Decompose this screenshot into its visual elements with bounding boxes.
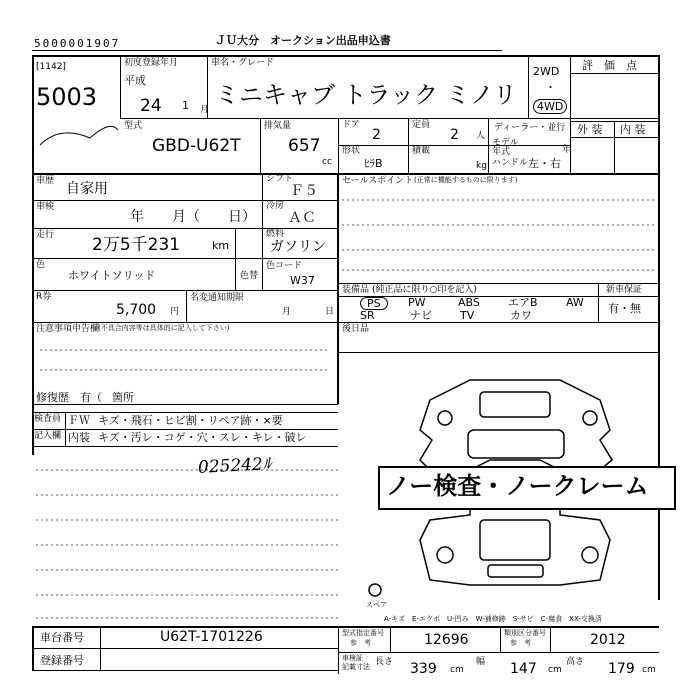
dimensions-label-1: 車検証 bbox=[342, 654, 363, 662]
type-designation-sublabel: 参 考 bbox=[350, 639, 371, 647]
spare-label: スペア bbox=[366, 601, 387, 609]
mileage-value: 2万5千231 bbox=[92, 235, 181, 255]
category-value: 2012 bbox=[590, 632, 626, 648]
equip-tv: TV bbox=[460, 309, 475, 322]
capacity-unit: 人 bbox=[476, 131, 486, 141]
registration-month: 1 bbox=[182, 99, 189, 112]
aircon-label: 冷房 bbox=[266, 201, 285, 211]
height-label: 高さ bbox=[566, 657, 585, 667]
scribble bbox=[40, 126, 118, 145]
transfer-month: 月 bbox=[282, 307, 292, 317]
evaluation-label: 評 価 点 bbox=[582, 59, 637, 72]
model-year-label-2: 年式 bbox=[492, 147, 511, 157]
equip-navi: ナビ bbox=[410, 309, 432, 322]
engine-value: 657 bbox=[288, 136, 321, 156]
vehicle-name-label: 車名・グレード bbox=[211, 58, 275, 68]
equipment-label: 装備品 bbox=[342, 285, 370, 295]
usage-value: 自家用 bbox=[66, 181, 108, 197]
plate-label: 登録番号 bbox=[40, 654, 84, 667]
seat-label: 後日品 bbox=[342, 324, 370, 334]
dimensions-label-2: 記載寸法 bbox=[342, 663, 370, 671]
recycle-label: R券 bbox=[36, 292, 52, 302]
type-designation-label: 型式指定番号 bbox=[342, 629, 384, 637]
chassis-label: 車台番号 bbox=[40, 631, 84, 644]
repair-suffix: 箇所 bbox=[112, 391, 134, 404]
lot-code: [1142] bbox=[36, 62, 66, 72]
chassis-value: U62T-1701226 bbox=[160, 629, 263, 645]
width-label: 幅 bbox=[476, 657, 486, 667]
length-label: 長さ bbox=[375, 657, 394, 667]
capacity-value: 2 bbox=[450, 127, 459, 143]
recycle-unit: 円 bbox=[170, 307, 180, 317]
notes-label: 注意事項申告欄 bbox=[36, 324, 100, 334]
load-label: 積載 bbox=[412, 146, 431, 156]
length-value: 339 bbox=[410, 661, 437, 677]
registration-era: 平成 bbox=[124, 74, 146, 87]
shape-label: 形状 bbox=[342, 146, 361, 156]
registration-year: 24 bbox=[140, 96, 162, 116]
color-code: W37 bbox=[290, 274, 315, 287]
fw-label: ＦＷ bbox=[68, 414, 90, 427]
width-unit: cm bbox=[548, 665, 562, 675]
equip-ps: PS bbox=[360, 297, 388, 310]
engine-unit: cc bbox=[322, 157, 332, 167]
load-unit: kg bbox=[476, 161, 487, 171]
exterior-label: 外 装 bbox=[577, 123, 603, 136]
repair-label: 修復歴 bbox=[36, 391, 69, 404]
width-value: 147 bbox=[510, 661, 537, 677]
registration-month-unit: 月 bbox=[200, 105, 210, 115]
equip-pw: PW bbox=[408, 296, 426, 309]
shape-value: ﾋﾗB bbox=[364, 157, 383, 170]
equipment-sublabel: (純正品に限り○印を記入) bbox=[372, 285, 477, 295]
model-label: 型式 bbox=[124, 121, 143, 131]
int-text: キズ・汚レ・コゲ・穴・スレ・キレ・破レ bbox=[98, 431, 307, 444]
handwritten-code: 025242ﾙ bbox=[197, 454, 272, 478]
aircon-value: ＡＣ bbox=[288, 210, 316, 226]
usage-label: 車歴 bbox=[36, 176, 55, 186]
mileage-unit: km bbox=[212, 239, 230, 252]
color-label: 色 bbox=[36, 260, 46, 270]
color-code-label: 色コード bbox=[266, 261, 303, 271]
category-label: 類別区分番号 bbox=[504, 629, 546, 637]
dealer-label: ディーラー・並行 bbox=[494, 123, 566, 133]
inspection-label: 車検 bbox=[36, 202, 55, 212]
engine-label: 排気量 bbox=[264, 121, 292, 131]
type-designation-value: 12696 bbox=[424, 632, 469, 648]
equip-abs: ABS bbox=[458, 296, 480, 309]
drive-2wd: 2WD bbox=[533, 65, 560, 78]
int-label: 内装 bbox=[68, 431, 90, 444]
equip-airbag: エアB bbox=[508, 296, 538, 309]
capacity-label: 定員 bbox=[412, 120, 431, 130]
doors-value: 2 bbox=[372, 127, 381, 143]
model-value: GBD-U62T bbox=[152, 136, 241, 156]
fuel-value: ガソリン bbox=[270, 239, 326, 255]
vehicle-name: ミニキャブ トラック ミノリ bbox=[215, 81, 517, 109]
transfer-label: 名変通知期限 bbox=[190, 293, 245, 303]
doors-label: ドア bbox=[342, 120, 360, 130]
shift-value: Ｆ５ bbox=[290, 183, 318, 199]
mileage-label: 走行 bbox=[36, 230, 55, 240]
recycle-value: 5,700 bbox=[116, 302, 157, 318]
notes-sublabel: (不具合内容等は具体的に記入して下さい) bbox=[98, 324, 230, 332]
equip-leather: カワ bbox=[510, 309, 532, 322]
fw-text: キズ・飛石・ヒビ割・リペア跡・×要 bbox=[98, 414, 283, 427]
color-value: ホワイトソリッド bbox=[68, 269, 156, 282]
form-title: ＪＵ大分 オークション出品申込書 bbox=[215, 34, 391, 47]
interior-label: 内 装 bbox=[620, 123, 646, 136]
drive-4wd: 4WD bbox=[533, 99, 567, 114]
registration-label: 初度登録年月 bbox=[124, 58, 179, 68]
sales-point-label: セールスポイント bbox=[342, 176, 414, 186]
height-value: 179 bbox=[608, 661, 635, 677]
repair-value: 有（ bbox=[80, 391, 102, 404]
serial-number: 5000001907 bbox=[34, 37, 121, 50]
handle-value: 左・右 bbox=[528, 157, 561, 170]
transfer-day: 日 bbox=[325, 307, 335, 317]
warranty-label: 新車保証 bbox=[606, 285, 643, 295]
fuel-label: 燃料 bbox=[266, 229, 285, 239]
lot-number: 5003 bbox=[36, 83, 98, 111]
inspector-label-2: 記入欄 bbox=[34, 431, 62, 441]
damage-legend: A-キズ E-エクボ U-凹み W-補修跡 S-サビ C-腐食 XX-交換済 bbox=[384, 615, 602, 623]
stamp-text: ノー検査・ノークレーム bbox=[386, 472, 649, 500]
sales-point-sublabel: (正常に機能するものに限ります) bbox=[414, 176, 518, 184]
category-sublabel: 参 考 bbox=[510, 639, 531, 647]
model-year-label-1: モデル bbox=[492, 138, 519, 148]
color-change-label: 色替 bbox=[240, 271, 259, 281]
inspection-value: 年 月（ 日） bbox=[130, 209, 256, 225]
shift-label: シフト bbox=[266, 174, 294, 184]
warranty-value: 有・無 bbox=[608, 302, 641, 315]
inspector-label-1: 検査員 bbox=[34, 414, 62, 424]
length-unit: cm bbox=[450, 665, 464, 675]
height-unit: cm bbox=[642, 665, 656, 675]
equip-sr: SR bbox=[360, 309, 375, 322]
model-year-unit: 年 bbox=[562, 145, 572, 155]
handle-label: ハンドル bbox=[492, 158, 529, 168]
drive-dot: ・ bbox=[545, 81, 556, 94]
equip-aw: AW bbox=[566, 296, 584, 309]
